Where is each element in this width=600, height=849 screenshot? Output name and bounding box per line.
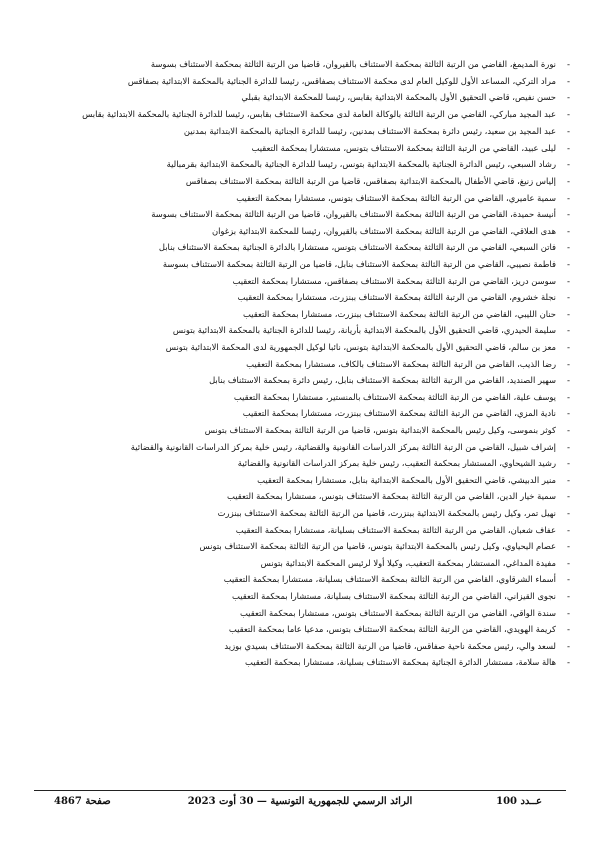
list-item: - يوسف علية، القاضي من الرتبة الثالثة بمحكمة الاستئناف بالمنستير، مستشارا بمحكمة التعقيب bbox=[20, 389, 572, 406]
list-item: - مفيدة المداغي، المستشار بمحكمة التعقيب، وكيلا أولا لرئيس المحكمة الابتدائية بتونس bbox=[20, 555, 572, 572]
list-item: - حسن نفيص، قاضي التحقيق الأول بالمحكمة الابتدائية بقابس، رئيسا للمحكمة الابتدائية بقبلي bbox=[20, 89, 572, 106]
list-item: - سوسن دريز، القاضي من الرتبة الثالثة بمحكمة الاستئناف بصفاقس، مستشارا بمحكمة التعقيب bbox=[20, 273, 572, 290]
list-item: - منير الدبيشي، قاضي التحقيق الأول بالمحكمة الابتدائية بنابل، مستشارا بمحكمة التعقيب bbox=[20, 472, 572, 489]
list-item: - سمية خيار الدين، القاضي من الرتبة الثالثة بمحكمة الاستئناف بتونس، مستشارا بمحكمة التعقيب bbox=[20, 488, 572, 505]
list-item: - مراد التركي، المساعد الأول للوكيل العام لدى محكمة الاستئناف بصفاقس، رئيسا للدائرة الجنائية بالمحكمة الابتدائية بصفاقس bbox=[20, 73, 572, 90]
list-item: - رشيد الشيحاوي، المستشار بمحكمة التعقيب، رئيس خلية بمركز الدراسات القانونية والقضائية bbox=[20, 455, 572, 472]
list-item: - كريمة الهويدي، القاضي من الرتبة الثالثة بمحكمة الاستئناف بتونس، مدعيا عاما بمحكمة التعقيب bbox=[20, 621, 572, 638]
list-item: - سمية عاميري، القاضي من الرتبة الثالثة بمحكمة الاستئناف بتونس، مستشارا بمحكمة التعقيب bbox=[20, 190, 572, 207]
list-item: - نادية المزي، القاضي من الرتبة الثالثة بمحكمة الاستئناف ببنزرت، مستشارا بمحكمة التعقيب bbox=[20, 405, 572, 422]
list-item: - عفاف شعبان، القاضي من الرتبة الثالثة بمحكمة الاستئناف بسليانة، مستشارا بمحكمة التعقيب bbox=[20, 522, 572, 539]
footer-divider bbox=[34, 790, 566, 791]
list-item: - حنان الليبي، القاضي من الرتبة الثالثة بمحكمة الاستئناف ببنزرت، مستشارا بمحكمة التعقيب bbox=[20, 306, 572, 323]
list-item: - أسماء الشرقاوي، القاضي من الرتبة الثالثة بمحكمة الاستئناف بسليانة، مستشارا بمحكمة التعقيب bbox=[20, 571, 572, 588]
list-item: - لسعد والي، رئيس محكمة ناحية صفاقس، قاضيا من الرتبة الثالثة بمحكمة الاستئناف بسيدي بوزيد bbox=[20, 638, 572, 655]
list-item: - عبد المجيد بن سعيد، رئيس دائرة بمحكمة الاستئناف بمدنين، رئيسا للدائرة الجنائية بالمحكمة الابتدائية بمدنين bbox=[20, 123, 572, 140]
list-item: - سندة الواقي، القاضي من الرتبة الثالثة بمحكمة الاستئناف بتونس، مستشارا بمحكمة التعقيب bbox=[20, 605, 572, 622]
list-item: - نورة المديمغ، القاضي من الرتبة الثالثة بمحكمة الاستئناف بالقيروان، قاضيا من الرتبة الثالثة بمحكمة الاستئناف بسوسة bbox=[20, 56, 572, 73]
list-item: - عصام اليحياوي، وكيل رئيس بالمحكمة الابتدائية بتونس، قاضيا من الرتبة الثالثة بمحكمة الاستئناف بتونس bbox=[20, 538, 572, 555]
list-item: - أنيسة حميدة، القاضي من الرتبة الثالثة بمحكمة الاستئناف بالقيروان، قاضيا من الرتبة الثالثة بمحكمة الاستئناف بسوسة bbox=[20, 206, 572, 223]
appointments-list bbox=[20, 56, 572, 671]
list-item: - إلياس زنيغ، قاضي الأطفال بالمحكمة الابتدائية بصفاقس، قاضيا من الرتبة الثالثة بمحكمة الاستئناف بصفاقس bbox=[20, 173, 572, 190]
list-item: - فاتن السبعي، القاضي من الرتبة الثالثة بمحكمة الاستئناف بتونس، مستشارا بالدائرة الجنائية بمحكمة الاستئناف بنابل bbox=[20, 239, 572, 256]
list-item: - هالة سلامة، مستشار الدائرة الجنائية بمحكمة الاستئناف بسليانة، مستشارا بمحكمة التعقيب bbox=[20, 654, 572, 671]
list-item: - معز بن سالم، قاضي التحقيق الأول بالمحكمة الابتدائية بتونس، نائبا لوكيل الجمهورية لدى المحكمة الابتدائية بتونس bbox=[20, 339, 572, 356]
list-item: - رشاد السبعي، رئيس الدائرة الجنائية بالمحكمة الابتدائية بتونس، رئيسا للدائرة الجنائية بالمحكمة الابتدائية بقرمبالية bbox=[20, 156, 572, 173]
journal-title: الرائد الرسمي للجمهورية التونسية — 30 أوت 2023 bbox=[187, 796, 413, 807]
list-item: - نجوى القيزاني، القاضي من الرتبة الثالثة بمحكمة الاستئناف بسليانة، مستشارا بمحكمة التعقيب bbox=[20, 588, 572, 605]
issue-number: عــدد 100 bbox=[496, 796, 542, 807]
list-item: - كوثر بنموسى، وكيل رئيس بالمحكمة الابتدائية بتونس، قاضيا من الرتبة الثالثة بمحكمة الاستئناف بتونس bbox=[20, 422, 572, 439]
list-item: - هدى العلاقي، القاضي من الرتبة الثالثة بمحكمة الاستئناف بالقيروان، رئيسا للمحكمة الابتدائية بزغوان bbox=[20, 223, 572, 240]
list-item: - عبد المجيد مباركي، القاضي من الرتبة الثالثة بالوكالة العامة لدى محكمة الاستئناف بقابس، رئيسا للدائرة الجنائية بالمحكمة الابتدائية بقابس bbox=[20, 106, 572, 124]
page-footer bbox=[34, 796, 566, 812]
list-item: - نجلة خشروم، القاضي من الرتبة الثالثة بمحكمة الاستئناف ببنزرت، مستشارا بمحكمة التعقيب bbox=[20, 289, 572, 306]
list-item: - فاطمة نصيبي، القاضي من الرتبة الثالثة بمحكمة الاستئناف بنابل، قاضيا من الرتبة الثالثة بمحكمة الاستئناف بسوسة bbox=[20, 256, 572, 273]
list-item: - إشراف شبيل، القاضي من الرتبة الثالثة بمركز الدراسات القانونية والقضائية، رئيس خلية بمركز الدراسات القانونية والقضائية bbox=[20, 439, 572, 456]
list-item: - رضا الذيب، القاضي من الرتبة الثالثة بمحكمة الاستئناف بالكاف، مستشارا بمحكمة التعقيب bbox=[20, 356, 572, 373]
list-item: - سهير الصنديد، القاضي من الرتبة الثالثة بمحكمة الاستئناف بنابل، رئيس دائرة بمحكمة الاستئناف بنابل bbox=[20, 372, 572, 389]
list-item: - نهيل تمر، وكيل رئيس بالمحكمة الابتدائية ببنزرت، قاضيا من الرتبة الثالثة بمحكمة الاستئناف ببنزرت bbox=[20, 505, 572, 522]
list-item: - سليمة الحيدري، قاضي التحقيق الأول بالمحكمة الابتدائية بأريانة، رئيسا للدائرة الجنائية بالمحكمة الابتدائية بتونس bbox=[20, 322, 572, 339]
list-item: - ليلى عبيد، القاضي من الرتبة الثالثة بمحكمة الاستئناف بتونس، مستشارا بمحكمة التعقيب bbox=[20, 140, 572, 157]
page-number: صفحة 4867 bbox=[54, 796, 111, 807]
